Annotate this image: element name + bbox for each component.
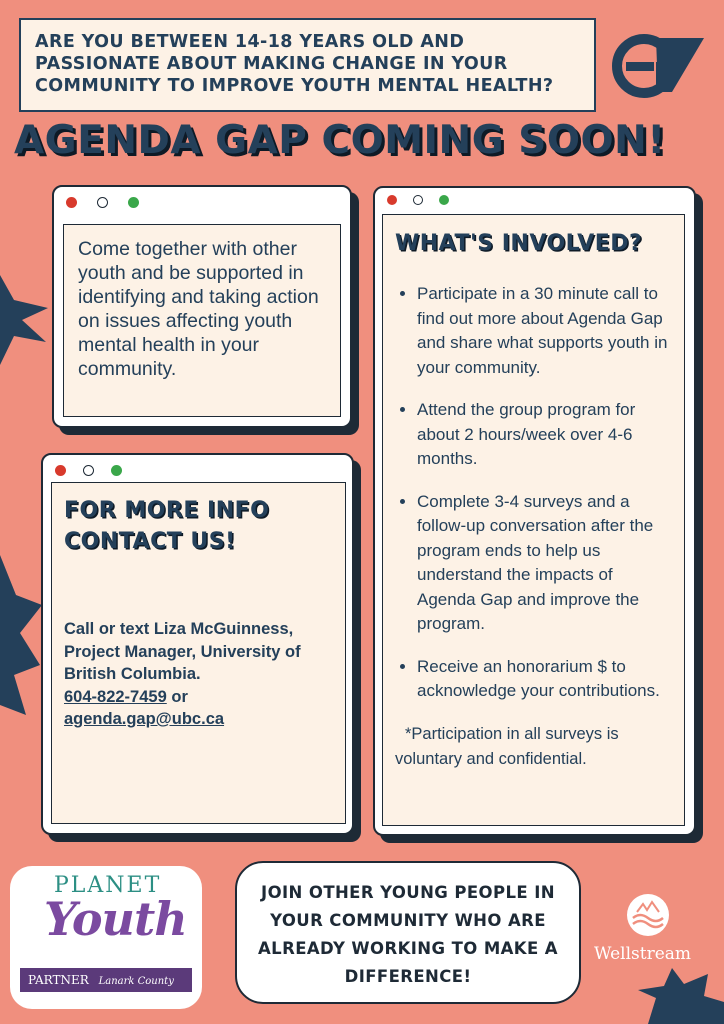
wellstream-logo-icon [625, 892, 671, 938]
minimize-dot-icon [413, 195, 423, 205]
phone-link[interactable]: 604-822-7459 [64, 687, 167, 706]
intro-content [63, 224, 341, 417]
or-text: or [171, 687, 188, 706]
maximize-dot-icon [439, 195, 449, 205]
contact-heading [64, 495, 333, 557]
youth-wordmark: Youth [44, 892, 187, 946]
county-label: Lanark County [98, 976, 174, 987]
partner-bar [20, 968, 192, 992]
contact-window [41, 453, 354, 835]
question-line-2: PASSIONATE ABOUT MAKING CHANGE IN YOUR [35, 54, 508, 74]
window-controls [387, 195, 449, 205]
join-message-card [235, 861, 581, 1004]
starburst-left-lower [0, 555, 44, 745]
involved-heading: WHAT'S INVOLVED? [395, 231, 643, 256]
maximize-dot-icon [128, 197, 139, 208]
question-line-1: ARE YOU BETWEEN 14-18 YEARS OLD AND [35, 32, 465, 52]
eligibility-question-box [19, 18, 596, 112]
maximize-dot-icon [111, 465, 122, 476]
planet-youth-logo [10, 866, 202, 1009]
involved-content [382, 214, 685, 826]
involved-item: • Attend the group program for about 2 hours/week over 4-6 months. [417, 398, 674, 472]
involved-item: • Receive an honorarium $ to acknowledge your contributions. [417, 655, 674, 704]
minimize-dot-icon [83, 465, 94, 476]
close-dot-icon [66, 197, 77, 208]
participation-footnote: *Participation in all surveys is voluntary and confidential. [395, 724, 619, 768]
window-controls [66, 197, 139, 208]
starburst-left-upper [0, 270, 50, 370]
planet-wordmark: PLANET [54, 873, 162, 898]
involved-list [395, 282, 674, 704]
contact-heading-line-2: CONTACT US! [64, 529, 236, 554]
question-line-3: COMMUNITY TO IMPROVE YOUTH MENTAL HEALTH? [35, 76, 554, 96]
minimize-dot-icon [97, 197, 108, 208]
contact-call-text: Call or text Liza McGuinness, Project Manager, University of British Columbia. [64, 620, 301, 683]
contact-phone-line [64, 686, 333, 709]
join-line-1: JOIN OTHER YOUNG PEOPLE IN [261, 883, 555, 902]
intro-window [52, 185, 352, 428]
close-dot-icon [387, 195, 397, 205]
involved-item: • Participate in a 30 minute call to find out more about Agenda Gap and share what supports youth in your community. [417, 282, 674, 380]
contact-content [51, 482, 346, 824]
wellstream-wordmark: Wellstream [594, 944, 692, 964]
email-link[interactable]: agenda.gap@ubc.ca [64, 710, 225, 728]
starburst-bottom-right [638, 968, 724, 1024]
contact-details [64, 618, 333, 731]
agenda-gap-logo-icon [612, 34, 708, 98]
involved-item: • Complete 3-4 surveys and a follow-up conversation after the program ends to help us understand the impacts of Agenda Gap and improve the program. [417, 490, 674, 637]
intro-text: Come together with other youth and be supported in identifying and taking action on issues affecting youth mental health in your community. [78, 238, 319, 380]
partner-label: PARTNER [28, 973, 89, 987]
join-line-2: YOUR COMMUNITY WHO ARE [270, 911, 546, 930]
involved-window [373, 186, 696, 836]
window-controls [55, 465, 122, 476]
join-line-4: DIFFERENCE! [344, 967, 472, 986]
page-title: AGENDA GAP COMING SOON! [14, 118, 666, 163]
join-line-3: ALREADY WORKING TO MAKE A [258, 939, 558, 958]
close-dot-icon [55, 465, 66, 476]
contact-heading-line-1: FOR MORE INFO [64, 498, 270, 523]
